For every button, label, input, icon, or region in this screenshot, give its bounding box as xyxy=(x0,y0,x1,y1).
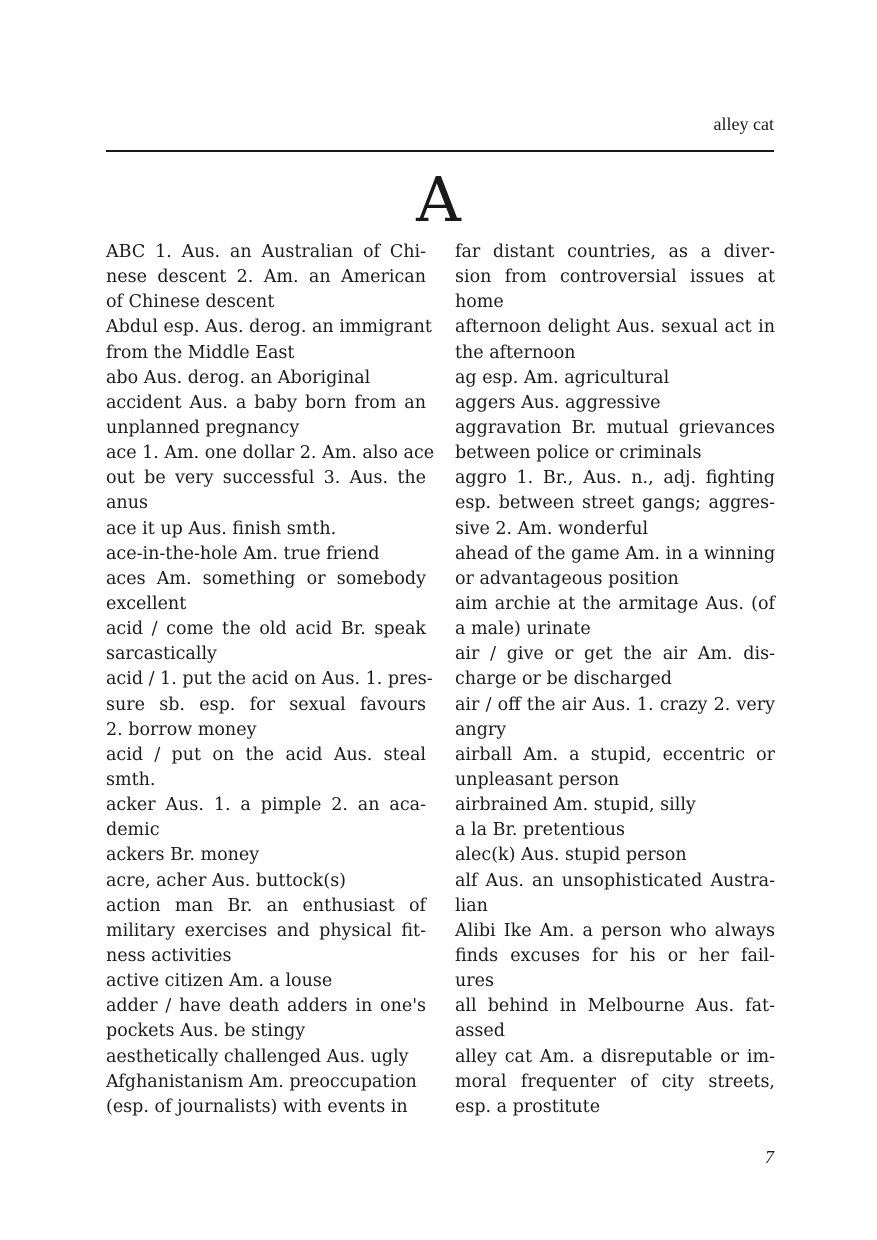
dictionary-line: ness activities xyxy=(106,945,232,966)
dictionary-line: unplanned pregnancy xyxy=(106,417,300,438)
dictionary-line: air / give or get the air Am. dis- xyxy=(455,644,775,665)
dictionary-line: ahead of the game Am. in a winning xyxy=(455,543,776,564)
dictionary-line: acid / 1. put the acid on Aus. 1. pres- xyxy=(106,669,433,690)
dictionary-line: acid / put on the acid Aus. steal xyxy=(106,744,426,765)
dictionary-line: all behind in Melbourne Aus. fat- xyxy=(455,996,775,1017)
dictionary-line: accident Aus. a baby born from an xyxy=(106,392,426,413)
dictionary-line: alf Aus. an unsophisticated Austra- xyxy=(455,870,775,891)
dictionary-line: 2. borrow money xyxy=(106,719,257,740)
dictionary-line: demic xyxy=(106,820,160,841)
dictionary-line: afternoon delight Aus. sexual act in xyxy=(455,317,775,338)
dictionary-line: aggravation Br. mutual grievances xyxy=(455,417,775,438)
dictionary-line: excellent xyxy=(106,593,187,614)
dictionary-line: smth. xyxy=(106,769,156,790)
header-rule xyxy=(106,150,774,152)
dictionary-line: ace 1. Am. one dollar 2. Am. also ace xyxy=(106,443,435,464)
dictionary-line: air / off the air Aus. 1. crazy 2. very xyxy=(455,694,775,715)
dictionary-line: far distant countries, as a diver- xyxy=(455,242,775,262)
dictionary-line: aesthetically challenged Aus. ugly xyxy=(106,1046,409,1067)
dictionary-line: a la Br. pretentious xyxy=(455,820,626,841)
dictionary-line: out be very successful 3. Aus. the xyxy=(106,468,426,489)
dictionary-line: of Chinese descent xyxy=(106,292,275,313)
dictionary-line: between police or criminals xyxy=(455,443,702,464)
dictionary-line: unpleasant person xyxy=(455,769,620,790)
dictionary-line: angry xyxy=(455,719,507,740)
dictionary-line: charge or be discharged xyxy=(455,669,672,690)
dictionary-line: esp. a prostitute xyxy=(455,1096,601,1117)
page-number: 7 xyxy=(765,1147,774,1167)
dictionary-line: aces Am. something or somebody xyxy=(106,568,426,589)
dictionary-line: Abdul esp. Aus. derog. an immigrant xyxy=(106,317,432,338)
dictionary-line: acid / come the old acid Br. speak xyxy=(106,619,426,640)
dictionary-line: Alibi Ike Am. a person who always xyxy=(455,920,775,941)
dictionary-line: ace it up Aus. finish smth. xyxy=(106,518,337,539)
dictionary-line: lian xyxy=(455,895,488,916)
right-column xyxy=(455,240,775,1120)
dictionary-line: adder / have death adders in one's xyxy=(106,996,426,1017)
dictionary-line: acre, acher Aus. buttock(s) xyxy=(106,870,347,891)
dictionary-line: from the Middle East xyxy=(106,342,295,363)
dictionary-line: ace-in-the-hole Am. true friend xyxy=(106,543,380,564)
dictionary-line: esp. between street gangs; aggres- xyxy=(455,493,775,514)
dictionary-line: alley cat Am. a disreputable or im- xyxy=(455,1046,775,1067)
dictionary-line: aggro 1. Br., Aus. n., adj. fighting xyxy=(455,468,775,489)
dictionary-line: action man Br. an enthusiast of xyxy=(106,895,426,916)
dictionary-line: abo Aus. derog. an Aboriginal xyxy=(106,367,371,388)
left-column xyxy=(106,240,435,1120)
dictionary-line: alec(k) Aus. stupid person xyxy=(455,845,687,866)
dictionary-line: finds excuses for his or her fail- xyxy=(455,945,775,966)
dictionary-line: (esp. of journalists) with events in xyxy=(106,1096,408,1117)
dictionary-line: ures xyxy=(455,971,494,992)
running-head: alley cat xyxy=(713,114,774,134)
dictionary-line: the afternoon xyxy=(455,342,576,363)
dictionary-line: ABC 1. Aus. an Australian of Chi- xyxy=(106,242,426,262)
dictionary-line: aim archie at the armitage Aus. (of xyxy=(455,593,775,614)
dictionary-line: airbrained Am. stupid, silly xyxy=(455,795,696,816)
dictionary-line: ackers Br. money xyxy=(106,845,260,866)
dictionary-line: a male) urinate xyxy=(455,619,591,640)
dictionary-line: or advantageous position xyxy=(455,568,679,589)
dictionary-line: anus xyxy=(106,493,148,514)
dictionary-line: acker Aus. 1. a pimple 2. an aca- xyxy=(106,795,426,816)
dictionary-line: pockets Aus. be stingy xyxy=(106,1021,306,1042)
dictionary-line: airball Am. a stupid, eccentric or xyxy=(455,744,775,765)
dictionary-line: sive 2. Am. wonderful xyxy=(455,518,649,539)
dictionary-line: home xyxy=(455,292,504,313)
dictionary-line: ag esp. Am. agricultural xyxy=(455,367,670,388)
dictionary-line: aggers Aus. aggressive xyxy=(455,392,661,413)
dictionary-line: assed xyxy=(455,1021,505,1042)
dictionary-line: sure sb. esp. for sexual favours xyxy=(106,694,426,715)
dictionary-line: sarcastically xyxy=(106,644,217,665)
dictionary-line: military exercises and physical fit- xyxy=(106,920,426,941)
dictionary-line: active citizen Am. a louse xyxy=(106,971,333,992)
dictionary-line: sion from controversial issues at xyxy=(455,267,775,288)
dictionary-line: Afghanistanism Am. preoccupation xyxy=(106,1071,417,1092)
dictionary-line: nese descent 2. Am. an American xyxy=(106,267,426,288)
dictionary-line: moral frequenter of city streets, xyxy=(455,1071,775,1092)
section-letter: A xyxy=(416,163,461,236)
